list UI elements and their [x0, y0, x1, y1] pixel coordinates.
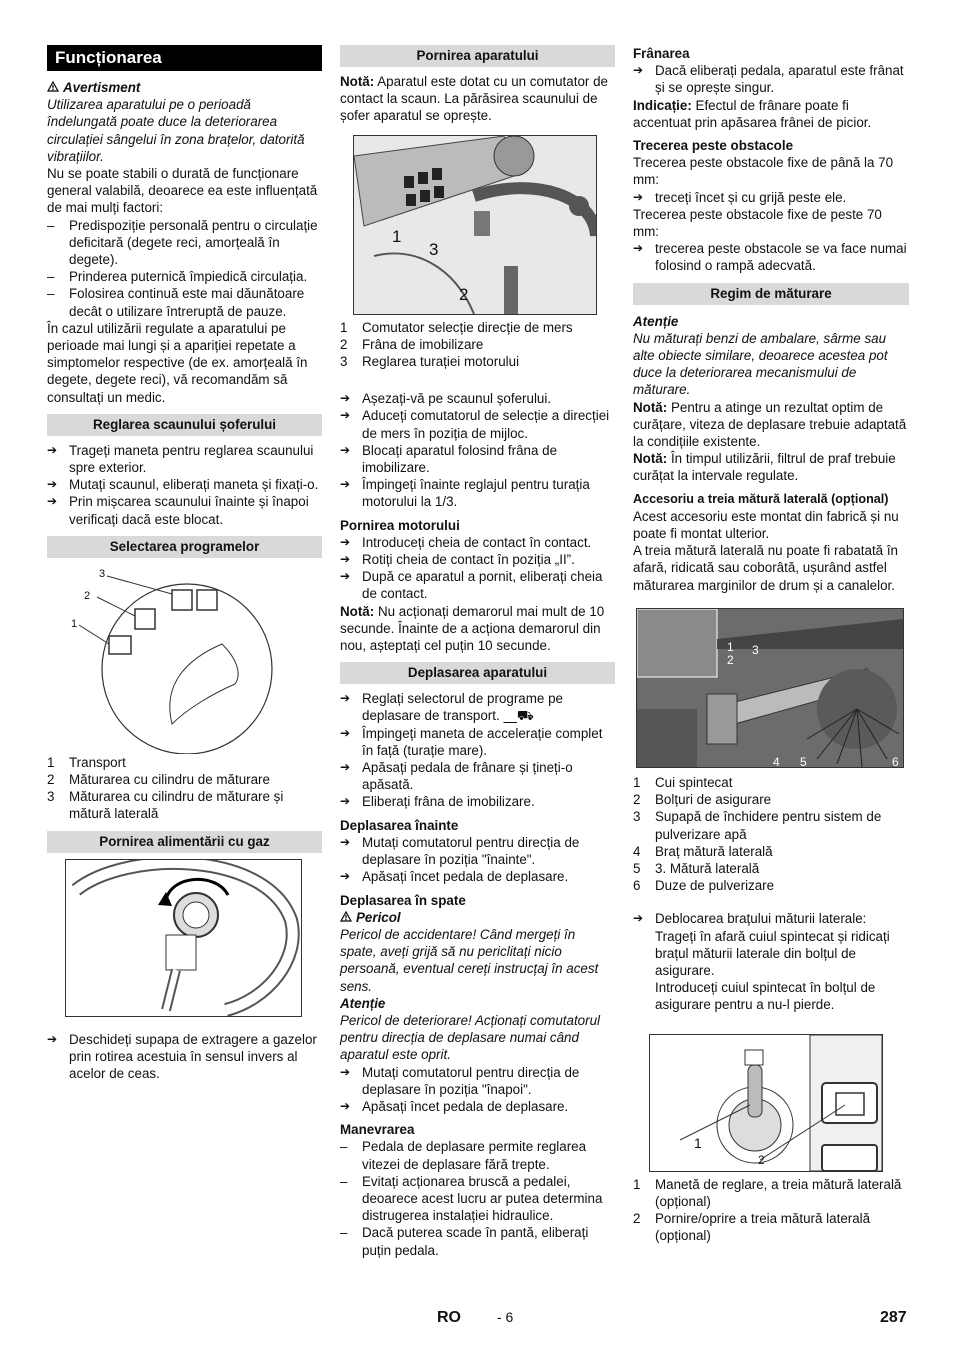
arrow-icon: ➔	[340, 794, 351, 809]
arrow-icon: ➔	[340, 725, 351, 740]
footer-language: RO	[437, 1309, 461, 1326]
list-item: ➔ Aduceți comutatorul de selecție a direcției de mers în poziția de mijloc.	[340, 408, 610, 441]
arrow-icon: ➔	[633, 63, 644, 78]
joystick-figure: 1 2	[649, 1034, 883, 1172]
legend-item: 6 Duze de pulverizare	[633, 878, 775, 894]
list-item: – Pedala de deplasare permite reglarea vitezei de deplasare fără trepte.	[340, 1139, 587, 1172]
list-item: ➔ trecerea peste obstacole se va face numai folosind o rampă adecvată.	[633, 241, 907, 274]
accessory-text: A treia mătură laterală nu poate fi rabatată în afară, ridicată sau coborâtă, ușurând astfel măturarea marginilor de drum și a canalelor.	[633, 543, 899, 593]
legend-item: 2 Pornire/oprire a treia mătură laterală (opțional)	[633, 1210, 871, 1244]
legend-item: 3 Reglarea turației motorului	[340, 354, 520, 370]
program-selector-figure: 3 2 1	[47, 564, 322, 754]
list-item: ➔ Eliberați frâna de imobilizare.	[340, 794, 535, 810]
legend-item: 1 Transport	[47, 754, 126, 770]
warning-heading: Avertisment	[47, 79, 322, 96]
column-right	[633, 45, 909, 1244]
list-item: ➔ Împingeți înainte reglajul pentru turația motorului la 1/3.	[340, 477, 590, 510]
list-item: ➔ Mutați scaunul, eliberați maneta și fixați-o.	[47, 477, 319, 493]
list-item: ➔ Mutați comutatorul pentru direcția de deplasare în poziția "înapoi".	[340, 1064, 580, 1097]
section-heading-sweep: Regim de măturare	[633, 283, 909, 305]
column-left	[47, 45, 322, 1082]
side-broom-figure: 1 2 3 4 5 6	[636, 608, 904, 768]
subheading-motor: Pornirea motorului	[340, 517, 460, 533]
accessory-text: Acest accesoriu este montat din fabrică și nu poate fi montat ulterior.	[633, 508, 899, 542]
arrow-icon: ➔	[47, 442, 58, 457]
legend-item: 3 Măturarea cu cilindru de măturare și mătură laterală	[47, 789, 284, 822]
caution-text: Nu măturați benzi de ambalare, sârme sau alte obiecte similare, deoarece acestea pot duce la deteriorarea mecanismului de măturare.	[633, 330, 888, 398]
gas-valve-figure	[65, 859, 302, 1017]
column-middle	[340, 45, 615, 1259]
danger-heading: Pericol	[340, 909, 615, 926]
note-text: Notă: Pentru a atinge un rezultat optim de curățare, viteza de deplasare trebuie adaptată la condițiile existente.	[633, 399, 907, 450]
caution-text: Pericol de deteriorare! Acționați comutatorul pentru direcția de deplasare numai când aparatul este oprit.	[340, 1012, 601, 1063]
section-heading-gas: Pornirea alimentării cu gaz	[47, 831, 322, 853]
list-item: ➔ Deblocarea brațului măturii laterale: Trageți în afară cuiul spintecat și ridicați brațul măturii laterale din bolțul de asigurare. Introduceți cuiul spintecat în bolțul de asigurare pentru a nu-l pierde.	[633, 911, 890, 1013]
subheading-brake: Frânarea	[633, 46, 690, 61]
arrow-icon: ➔	[340, 477, 351, 492]
legend-item: 3 Supapă de închidere pentru sistem de pulverizare apă	[633, 809, 882, 842]
list-item: ➔ Blocați aparatul folosind frâna de imobilizare.	[340, 442, 558, 476]
arrow-icon: ➔	[340, 569, 351, 584]
legend-item: 2 Măturarea cu cilindru de măturare	[47, 772, 270, 788]
subheading-reverse: Deplasarea în spate	[340, 892, 466, 908]
legend-item: 5 3. Mătură laterală	[633, 860, 760, 876]
list-item: ➔ Apăsați încet pedala de deplasare.	[340, 1098, 569, 1114]
list-item: – Prinderea puternică împiedică circulația.	[47, 269, 308, 285]
list-item: ➔ Împingeți maneta de accelerație complet în față (turație mare).	[340, 725, 603, 758]
list-item: ➔ După ce aparatul a pornit, eliberați cheia de contact.	[340, 569, 603, 602]
arrow-icon: ➔	[633, 241, 644, 256]
advice-text: În cazul utilizării regulate a aparatului pe perioade mai lungi și a apariției repetate a simptomelor respective (de ex. amorțeală în degete, degete reci), vă recomandăm să consultați un medic.	[47, 320, 308, 405]
section-heading-start: Pornirea aparatului	[340, 45, 615, 67]
subheading-accessory: Accesoriu a treia mătură laterală (opțional)	[633, 491, 889, 506]
arrow-icon: ➔	[340, 760, 351, 775]
list-item: ➔ Mutați comutatorul pentru direcția de deplasare în poziția "înainte".	[340, 834, 580, 868]
transport-mode-icon: ⎽⛟	[503, 708, 534, 724]
legend-item: 1 Manetă de reglare, a treia mătură laterală (opțional)	[633, 1176, 902, 1209]
legend-item: 4 Braț mătură laterală	[633, 843, 773, 859]
arrow-icon: ➔	[47, 1031, 58, 1046]
list-item: – Predispoziție personală pentru o circulație deficitară (degete reci, amorțeală în degete).	[47, 217, 318, 268]
arrow-icon: ➔	[340, 408, 351, 423]
legend-item: 1 Cui spintecat	[633, 774, 733, 790]
list-item: – Evitați acționarea bruscă a pedalei, deoarece acest lucru ar putea determina distrugerea instalației hidraulice.	[340, 1173, 603, 1224]
list-item: ➔ Reglați selectorul de programe pe deplasare de transport. ⎽⛟	[340, 691, 563, 724]
warning-text: Utilizarea aparatului pe o perioadă îndelungată poate duce la deteriorarea circulației sângelui în zona brațelor, datorită vibrațiilor.	[47, 97, 305, 164]
footer-local-page: - 6	[497, 1309, 514, 1325]
section-heading-move: Deplasarea aparatului	[340, 662, 615, 684]
legend-item: 2 Bolțuri de asigurare	[633, 792, 772, 808]
note-text: Notă: În timpul utilizării, filtrul de praf trebuie curățat la intervale regulate.	[633, 451, 896, 484]
list-item: – Folosirea continuă este mai dăunătoare decât o utilizare întreruptă de pauze.	[47, 286, 305, 319]
list-item: ➔ Apăsați pedala de frânare și țineți-o apăsată.	[340, 760, 573, 793]
list-item: ➔ treceți încet și cu grijă peste ele.	[633, 189, 847, 205]
legend-item: 1 Comutator selecție direcție de mers	[340, 319, 573, 335]
list-item: – Dacă puterea scade în pantă, eliberați puțin pedala.	[340, 1225, 589, 1258]
caution-heading: Atenție	[340, 995, 386, 1011]
subheading-maneuver: Manevrarea	[340, 1122, 415, 1138]
note-text: Notă: Aparatul este dotat cu un comutator de contact la scaun. La părăsirea scaunului de șofer aparatul se oprește.	[340, 74, 608, 124]
arrow-icon: ➔	[340, 552, 351, 567]
arrow-icon: ➔	[340, 534, 351, 549]
obstacle-text: Trecerea peste obstacole fixe de până la 70 mm:	[633, 155, 894, 188]
subheading-obstacles: Trecerea peste obstacole	[633, 138, 794, 154]
footer-page-number: 287	[880, 1309, 907, 1326]
list-item: ➔ Dacă eliberați pedala, aparatul este frânat și se oprește singur.	[633, 63, 904, 96]
arrow-icon: ➔	[340, 869, 351, 884]
subheading-forward: Deplasarea înainte	[340, 817, 459, 833]
arrow-icon: ➔	[47, 494, 58, 509]
arrow-icon: ➔	[340, 391, 351, 406]
arrow-icon: ➔	[633, 911, 644, 926]
arrow-icon: ➔	[340, 442, 351, 457]
warning-triangle-icon	[340, 909, 352, 926]
warning-triangle-icon	[47, 79, 59, 96]
list-item: ➔ Trageți maneta pentru reglarea scaunului spre exterior.	[47, 442, 314, 476]
intro-text: Nu se poate stabili o durată de funcționare general valabilă, deoarece ea este influențată de mai mulți factori:	[47, 166, 318, 216]
arrow-icon: ➔	[340, 691, 351, 706]
arrow-icon: ➔	[340, 834, 351, 849]
list-item: ➔ Apăsați încet pedala de deplasare.	[340, 869, 569, 885]
danger-text: Pericol de accidentare! Când mergeți în spate, aveți grijă să nu periclitați nicio persoană, eventual cereți instrucțaj în acest sens.	[340, 926, 599, 994]
dashboard-figure: 1 3 2	[353, 135, 597, 315]
motor-note: Notă: Nu acționați demarorul mai mult de 10 secunde. Înainte de a acționa demarorul din nou, așteptați cel puțin 10 secunde.	[340, 603, 605, 654]
list-item: ➔ Prin mișcarea scaunului înainte și înapoi verificați dacă este blocat.	[47, 494, 309, 527]
section-heading-seat: Reglarea scaunului șoferului	[47, 414, 322, 436]
list-item: ➔ Introduceți cheia de contact în contact.	[340, 534, 592, 550]
page-title: Funcționarea	[47, 45, 322, 71]
section-heading-programs: Selectarea programelor	[47, 536, 322, 558]
obstacle-text: Trecerea peste obstacole fixe de peste 70 mm:	[633, 206, 882, 240]
arrow-icon: ➔	[340, 1098, 351, 1113]
caution-heading: Atenție	[633, 313, 679, 329]
hint-text: Indicație: Efectul de frânare poate fi accentuat prin apăsarea frânei de picior.	[633, 97, 872, 130]
arrow-icon: ➔	[633, 189, 644, 204]
arrow-icon: ➔	[340, 1064, 351, 1079]
list-item: ➔ Rotiți cheia de contact în poziția „II”.	[340, 552, 575, 568]
list-item: ➔ Deschideți supapa de extragere a gazelor prin rotirea acestuia în sensul invers al acelor de ceas.	[47, 1031, 317, 1082]
list-item: ➔ Așezați-vă pe scaunul șoferului.	[340, 391, 552, 407]
legend-item: 2 Frâna de imobilizare	[340, 336, 484, 352]
arrow-icon: ➔	[47, 477, 58, 492]
